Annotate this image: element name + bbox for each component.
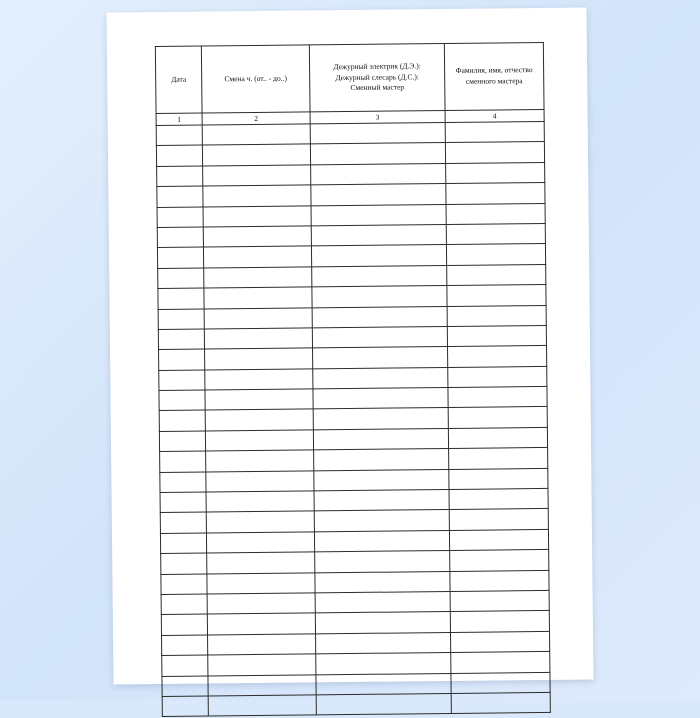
table-cell[interactable] [314, 530, 449, 552]
table-cell[interactable] [156, 125, 202, 146]
table-cell[interactable] [446, 203, 545, 224]
table-cell[interactable] [204, 267, 312, 289]
table-cell[interactable] [205, 430, 313, 452]
table-cell[interactable] [451, 652, 550, 673]
table-cell[interactable] [448, 366, 547, 387]
table-cell[interactable] [202, 124, 310, 146]
table-cell[interactable] [447, 325, 546, 346]
header-label-fullname-line2: сменного мастера [465, 76, 523, 86]
table-cell[interactable] [203, 165, 311, 187]
header-cell-date [155, 46, 202, 113]
table-cell[interactable] [157, 207, 203, 228]
table-cell[interactable] [208, 634, 316, 656]
table-cell[interactable] [316, 632, 451, 654]
table-cell[interactable] [445, 142, 544, 163]
table-cell[interactable] [315, 612, 450, 634]
table-cell[interactable] [446, 223, 545, 244]
table-cell[interactable] [451, 692, 550, 713]
table-cell[interactable] [157, 166, 203, 187]
table-cell[interactable] [450, 550, 549, 571]
table-cell[interactable] [445, 121, 544, 142]
table-cell[interactable] [162, 635, 208, 656]
table-cell[interactable] [161, 574, 207, 595]
table-cell[interactable] [449, 488, 548, 509]
header-label-fullname-line1: Фамилия, имя, отчество [455, 65, 533, 76]
journal-table-container [155, 42, 550, 717]
table-cell[interactable] [312, 306, 447, 328]
table-cell[interactable] [312, 265, 447, 287]
table-cell[interactable] [158, 329, 204, 350]
table-cell[interactable] [162, 696, 208, 717]
table-cell[interactable] [207, 552, 315, 574]
table-cell[interactable] [160, 512, 206, 533]
table-cell[interactable] [447, 264, 546, 285]
table-cell[interactable] [312, 326, 447, 348]
table-cell[interactable] [315, 591, 450, 613]
table-cell[interactable] [158, 288, 204, 309]
table-cell[interactable] [203, 185, 311, 207]
table-cell[interactable] [450, 570, 549, 591]
table-cell[interactable] [204, 307, 312, 329]
table-cell[interactable] [159, 349, 205, 370]
table-cell[interactable] [205, 369, 313, 391]
table-row[interactable] [162, 692, 550, 716]
table-cell[interactable] [446, 183, 545, 204]
table-cell[interactable] [313, 347, 448, 369]
table-cell[interactable] [160, 472, 206, 493]
table-cell[interactable] [161, 553, 207, 574]
table-cell[interactable] [159, 431, 205, 452]
table-cell[interactable] [450, 590, 549, 611]
paper-sheet [106, 8, 593, 685]
table-cell[interactable] [207, 593, 315, 615]
table-cell[interactable] [162, 655, 208, 676]
table-cell[interactable] [449, 529, 548, 550]
table-cell[interactable] [448, 427, 547, 448]
table-cell[interactable] [451, 672, 550, 693]
header-cell-full-name [444, 42, 544, 110]
table-cell[interactable] [159, 390, 205, 411]
table-cell[interactable] [207, 572, 315, 594]
table-cell[interactable] [208, 654, 316, 676]
table-cell[interactable] [159, 410, 205, 431]
table-cell[interactable] [311, 224, 446, 246]
table-cell[interactable] [160, 492, 206, 513]
table-cell[interactable] [205, 389, 313, 411]
table-cell[interactable] [316, 653, 451, 675]
column-number-2: 2 [202, 112, 310, 125]
header-cell-duty-staff [309, 43, 445, 111]
header-label-duty-electrician: Дежурный электрик (Д.Э.): [333, 60, 421, 71]
column-number-3: 3 [310, 110, 445, 123]
journal-table [155, 42, 551, 717]
header-label-shift-master: Сменный мастер [350, 82, 405, 93]
table-cell[interactable] [162, 676, 208, 697]
table-cell[interactable] [450, 611, 549, 632]
table-cell[interactable] [447, 305, 546, 326]
table-cell[interactable] [316, 693, 451, 715]
table-cell[interactable] [448, 387, 547, 408]
table-cell[interactable] [206, 532, 314, 554]
table-cell[interactable] [205, 348, 313, 370]
table-cell[interactable] [451, 631, 550, 652]
table-cell[interactable] [311, 184, 446, 206]
table-body [156, 121, 550, 716]
table-cell[interactable] [157, 247, 203, 268]
table-cell[interactable] [314, 469, 449, 491]
table-cell[interactable] [315, 551, 450, 573]
table-cell[interactable] [312, 286, 447, 308]
table-cell[interactable] [447, 285, 546, 306]
table-cell[interactable] [313, 408, 448, 430]
table-cell[interactable] [206, 511, 314, 533]
table-cell[interactable] [161, 614, 207, 635]
table-cell[interactable] [157, 186, 203, 207]
table-cell[interactable] [313, 428, 448, 450]
table-cell[interactable] [204, 328, 312, 350]
table-cell[interactable] [311, 204, 446, 226]
table-cell[interactable] [202, 144, 310, 166]
table-cell[interactable] [206, 471, 314, 493]
column-number-4: 4 [445, 109, 544, 122]
table-cell[interactable] [206, 450, 314, 472]
table-cell[interactable] [310, 122, 445, 144]
table-cell[interactable] [313, 388, 448, 410]
table-cell[interactable] [158, 268, 204, 289]
table-cell[interactable] [446, 244, 545, 265]
table-cell[interactable] [206, 491, 314, 513]
table-cell[interactable] [449, 509, 548, 530]
table-cell[interactable] [315, 571, 450, 593]
table-cell[interactable] [159, 370, 205, 391]
table-cell[interactable] [205, 409, 313, 431]
table-cell[interactable] [314, 490, 449, 512]
table-cell[interactable] [446, 162, 545, 183]
table-cell[interactable] [161, 594, 207, 615]
table-cell[interactable] [204, 287, 312, 309]
table-cell[interactable] [449, 468, 548, 489]
table-cell[interactable] [313, 367, 448, 389]
table-cell[interactable] [449, 448, 548, 469]
table-cell[interactable] [316, 673, 451, 695]
header-label-date: Дата [171, 74, 187, 84]
table-cell[interactable] [310, 143, 445, 165]
table-cell[interactable] [448, 346, 547, 367]
table-cell[interactable] [160, 533, 206, 554]
header-label-shift: Смена ч. (от.. - до..) [224, 73, 287, 83]
table-cell[interactable] [448, 407, 547, 428]
table-cell[interactable] [158, 309, 204, 330]
table-cell[interactable] [156, 145, 202, 166]
table-cell[interactable] [203, 226, 311, 248]
table-cell[interactable] [311, 245, 446, 267]
table-header-row [155, 42, 544, 113]
table-cell[interactable] [314, 510, 449, 532]
table-cell[interactable] [157, 227, 203, 248]
column-number-1: 1 [156, 113, 202, 125]
table-cell[interactable] [203, 246, 311, 268]
table-cell[interactable] [208, 695, 316, 717]
table-cell[interactable] [203, 205, 311, 227]
header-label-duty-mechanic: Дежурный слесарь (Д.С.): [335, 71, 419, 82]
table-cell[interactable] [208, 674, 316, 696]
table-cell[interactable] [160, 451, 206, 472]
header-cell-shift [201, 45, 310, 113]
table-cell[interactable] [314, 449, 449, 471]
table-cell[interactable] [207, 613, 315, 635]
table-cell[interactable] [311, 163, 446, 185]
